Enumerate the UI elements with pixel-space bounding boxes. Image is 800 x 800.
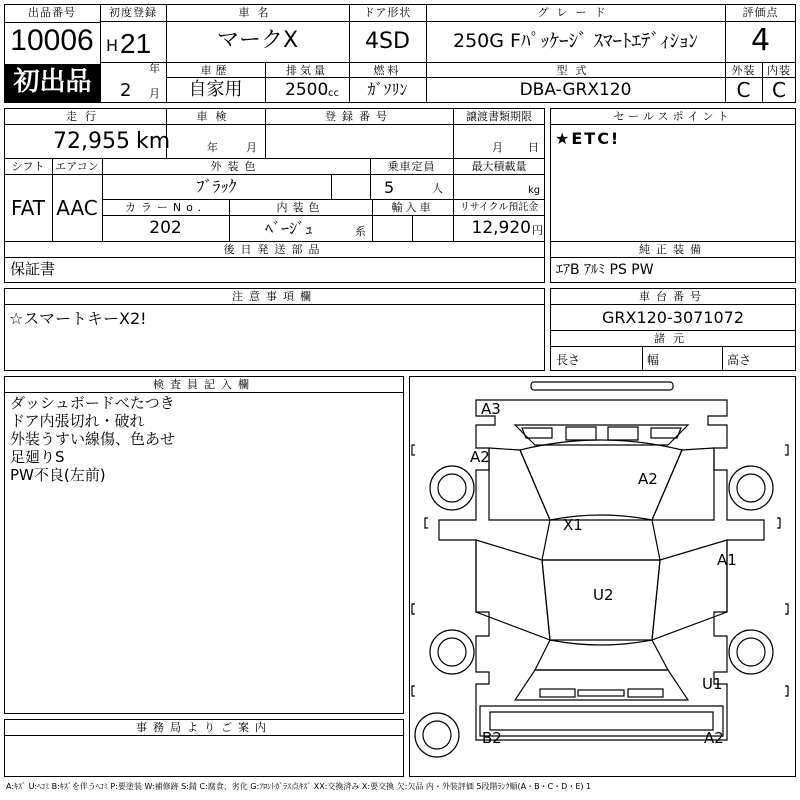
sales-point-label: セールスポイント — [613, 110, 733, 123]
car-name: マークX — [216, 28, 299, 53]
model-label: 型式 — [556, 64, 595, 77]
damage-mark: X1 — [563, 516, 583, 534]
transfer-month-unit: 月 — [492, 141, 503, 154]
inspection-month-unit: 月 — [246, 141, 257, 154]
color-no-label: カラーNo. — [124, 201, 207, 214]
inspector-line: 外装うすい線傷、色あせ — [10, 430, 176, 448]
door-label: ドア形状 — [363, 6, 412, 19]
inspector-label: 検査員記入欄 — [153, 378, 255, 391]
interior-score: C — [772, 78, 786, 102]
inspection-label: 車検 — [196, 110, 235, 123]
max-load-label: 最大積載量 — [471, 160, 527, 173]
registration-label: 初度登録 — [109, 6, 157, 19]
damage-mark: U2 — [593, 586, 614, 604]
color-no-value: 202 — [149, 218, 182, 238]
chassis-label: 車台番号 — [639, 290, 707, 303]
lot-number: 10006 — [10, 24, 94, 57]
capacity-unit: 人 — [432, 182, 443, 195]
inspector-line: 足廻りS — [10, 448, 65, 466]
dims-length: 長さ — [556, 353, 581, 367]
int-color-value: ﾍﾞｰｼﾞｭ — [264, 219, 313, 238]
ext-color-value: ﾌﾞﾗｯｸ — [196, 177, 237, 196]
car-name-label: 車名 — [238, 6, 277, 19]
mileage-unit: km — [136, 129, 171, 154]
genuine-label: 純正装備 — [639, 243, 707, 256]
genuine-text: ｴｱB ｱﾙﾐ PS PW — [556, 262, 654, 278]
reg-no-label: 登録番号 — [325, 110, 393, 123]
int-color-unit: 系 — [355, 225, 366, 238]
notes-label: 注意事項欄 — [232, 290, 317, 303]
chassis-value: GRX120-3071072 — [601, 308, 745, 327]
dims-width: 幅 — [647, 353, 660, 367]
model-value: DBA-GRX120 — [519, 80, 632, 100]
registration-year-unit: 年 — [149, 62, 160, 75]
ac-value: AAC — [56, 196, 98, 220]
registration-month: 2 — [120, 80, 132, 101]
transfer-label: 譲渡書類期限 — [466, 110, 532, 123]
legend-text: A:ｷｽﾞ U:ﾍｺﾐ B:ｷｽﾞを伴うﾍｺﾐ P:要塗装 W:補修跡 S:錆 C:腐食、劣化 G:ﾌﾛﾝﾄｶﾞﾗｽ点ｷｽﾞ XX:交換済み X:要交換 欠:欠品 内・外装評価 5段階ﾗﾝｸ順(A・B・C・D・E) 1 — [6, 782, 592, 791]
damage-mark: A2 — [638, 470, 658, 488]
door-type: 4SD — [365, 29, 410, 54]
capacity-value: 5 — [384, 178, 395, 197]
sales-point-text: ★ETC! — [555, 129, 621, 148]
score-label: 評価点 — [742, 6, 779, 19]
displacement-unit: cc — [328, 88, 339, 99]
inspector-line: ダッシュボードべたつき — [10, 394, 175, 412]
registration-year: 21 — [120, 28, 152, 59]
history-value: 自家用 — [188, 79, 243, 100]
interior-label: 内装 — [767, 64, 791, 77]
shift-value: FAT — [10, 196, 45, 220]
transfer-day-unit: 日 — [528, 141, 539, 154]
score-value: 4 — [750, 23, 771, 58]
fuel-value: ｶﾞｿﾘﾝ — [367, 80, 408, 99]
ext-color-label: 外装色 — [210, 160, 262, 173]
ac-label: エアコン — [55, 160, 99, 173]
dims-height: 高さ — [727, 353, 752, 367]
shift-label: シフト — [11, 160, 45, 173]
displacement-value: 2500 — [285, 80, 329, 100]
fuel-label: 燃料 — [373, 64, 402, 77]
recycle-value: 12,920 — [471, 218, 531, 238]
inspector-line: PW不良(左前) — [10, 466, 106, 484]
damage-mark: B2 — [482, 729, 502, 747]
history-label: 車歴 — [200, 64, 231, 77]
lot-no-label: 出品番号 — [28, 6, 76, 19]
damage-mark: A3 — [481, 400, 501, 418]
damage-mark: A1 — [717, 551, 737, 569]
recycle-unit: 円 — [532, 224, 543, 237]
damage-mark: A2 — [704, 729, 724, 747]
mileage-label: 走行 — [66, 110, 104, 123]
max-load-unit: kg — [528, 185, 541, 196]
int-color-label: 内装色 — [276, 201, 325, 214]
diagram-block — [409, 376, 796, 777]
dims-label: 諸元 — [654, 332, 692, 345]
grade-label: グレード — [537, 6, 614, 19]
notes-text: ☆スマートキーX2! — [9, 309, 147, 328]
damage-mark: U1 — [702, 675, 723, 693]
import-label: 輸入車 — [391, 201, 434, 214]
registration-month-unit: 月 — [149, 87, 160, 100]
exterior-label: 外装 — [731, 64, 756, 77]
inspector-line: ドア内張切れ・破れ — [10, 412, 145, 430]
office-label: 事務局よりご案内 — [136, 721, 272, 734]
later-parts-label: 後日発送部品 — [223, 243, 326, 256]
mileage-value: 72,955 — [53, 129, 130, 154]
inspection-year-unit: 年 — [207, 141, 218, 154]
damage-mark: A2 — [470, 448, 490, 466]
registration-era: H — [106, 36, 119, 55]
grade: 250G Fﾊﾟｯｹｰｼﾞ ｽﾏｰﾄｴﾃﾞｨｼｮﾝ — [453, 30, 698, 52]
exterior-score: C — [736, 78, 751, 102]
later-parts-text: 保証書 — [10, 260, 56, 278]
capacity-label: 乗車定員 — [387, 160, 436, 173]
first-listing-text: 初出品 — [13, 67, 92, 97]
displacement-label: 排気量 — [286, 64, 328, 77]
recycle-label: リサイクル預託金 — [459, 202, 539, 213]
